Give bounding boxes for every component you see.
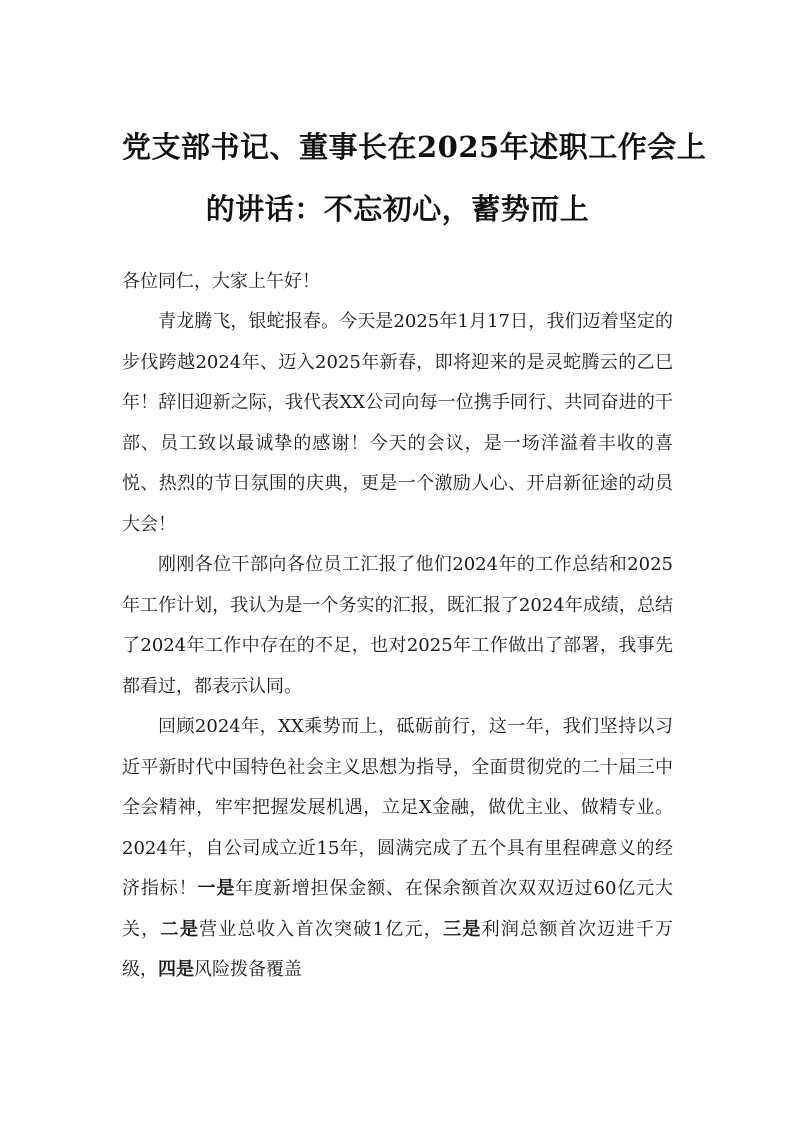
- item-1-text: 年度新增担保金额、在保余额首次双双迈过60亿元大关，: [122, 878, 674, 940]
- item-4-label: 四是: [158, 959, 194, 980]
- paragraph-2: 刚刚各位干部向各位员工汇报了他们2024年的工作总结和2025年工作计划，我认为是一个务实的汇报，既汇报了2024年成绩，总结了2024年工作中存在的不足，也对2025年工作做出了部署，我事先都看过，都表示认同。: [122, 554, 673, 697]
- title-line-1: 党支部书记、董事长在2025年述职工作会上: [122, 130, 707, 164]
- title-line-2: 的讲话：不忘初心，蓄势而上: [205, 192, 590, 226]
- paragraph-3: [122, 707, 673, 991]
- document-title: [122, 116, 707, 240]
- item-2-text: 营业总收入首次突破1亿元，: [199, 918, 444, 940]
- item-3-label: 三是: [443, 918, 482, 940]
- item-2-label: 二是: [160, 918, 200, 940]
- item-4-text: 风险拨备覆盖: [194, 959, 302, 980]
- greeting: 各位同仁，大家上午好！: [122, 271, 320, 292]
- paragraph-3-intro: 回顾2024年，XX乘势而上，砥砺前行，这一年，我们坚持以习近平新时代中国特色社会主义思想为指导，全面贯彻党的二十届三中全会精神，牢牢把握发展机遇，立足X金融，做优主业、做精专业。2024年，自公司成立近15年，圆满完成了五个具有里程碑意义的经济指标！: [122, 716, 673, 899]
- document-body: [122, 262, 673, 991]
- item-3-text: 利润总额首次迈进千万级，: [122, 918, 674, 980]
- paragraph-1: 青龙腾飞，银蛇报春。今天是2025年1月17日，我们迈着坚定的步伐跨越2024年、迈入2025年新春，即将迎来的是灵蛇腾云的乙巳年！辞旧迎新之际，我代表XX公司向每一位携手同行、共同奋进的干部、员工致以最诚挚的感谢！今天的会议，是一场洋溢着丰收的喜悦、热烈的节日氛围的庆典，更是一个激励人心、开启新征途的动员大会！: [122, 311, 673, 535]
- item-1-label: 一是: [197, 878, 236, 899]
